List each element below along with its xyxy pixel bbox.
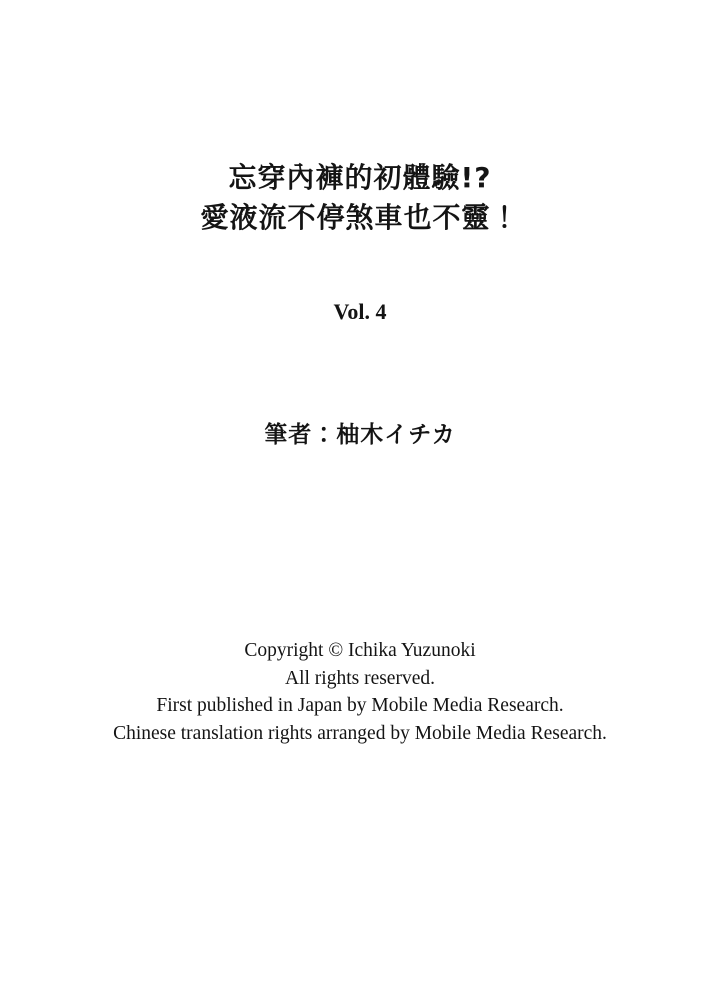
title-block <box>0 158 720 238</box>
copyright-line: First published in Japan by Mobile Media Research. <box>156 695 564 716</box>
title-line-2: 愛液流不停煞車也不靈！ <box>200 201 520 234</box>
copyright-block <box>0 637 720 747</box>
copyright-line: All rights reserved. <box>284 667 435 689</box>
volume-label: Vol. 4 <box>333 299 387 324</box>
title-line-1: 忘穿內褲的初體驗!? <box>228 161 492 194</box>
copyright-line: Chinese translation rights arranged by Mobile Media Research. <box>113 722 607 744</box>
author-line: 筆者：柚木イチカ <box>264 422 456 448</box>
copyright-line: Copyright © Ichika Yuzunoki <box>244 640 476 661</box>
